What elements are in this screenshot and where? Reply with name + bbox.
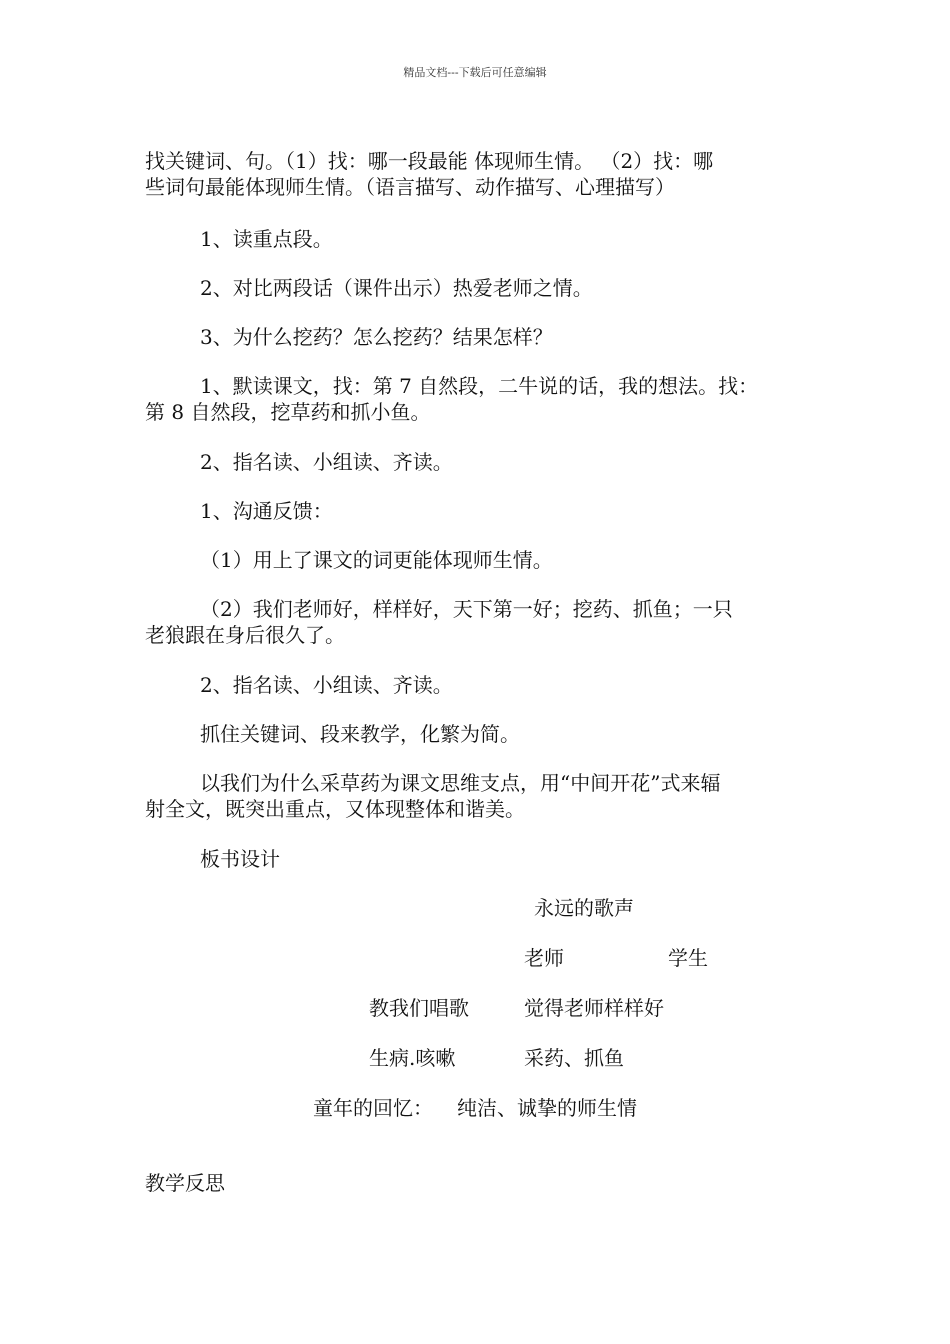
paragraph-silent-read bbox=[145, 373, 810, 425]
reflection-heading: 教学反思 bbox=[145, 1171, 225, 1195]
paragraph-line: 老狼跟在身后很久了。 bbox=[145, 623, 345, 647]
item-why-dig: 3、为什么挖药？怎么挖药？结果怎样？ bbox=[200, 325, 553, 349]
board-summary-label: 童年的回忆： bbox=[313, 1096, 433, 1120]
board-row1-right: 觉得老师样样好 bbox=[524, 996, 664, 1020]
item-grasp: 抓住关键词、段来教学，化繁为简。 bbox=[200, 722, 520, 746]
board-row2-right: 采药、抓鱼 bbox=[524, 1046, 624, 1070]
board-summary-value: 纯洁、诚挚的师生情 bbox=[457, 1096, 637, 1120]
paragraph-line: 找关键词、句。（1）找：哪一段最能 体现师生情。 （2）找：哪 bbox=[145, 149, 714, 173]
item-named-read-2: 2、指名读、小组读、齐读。 bbox=[200, 673, 453, 697]
paragraph-line: 射全文，既突出重点，又体现整体和谐美。 bbox=[145, 797, 525, 821]
item-feedback: 1、沟通反馈： bbox=[200, 499, 333, 523]
paragraph-line: 些词句最能体现师生情。（语言描写、动作描写、心理描写） bbox=[145, 175, 675, 199]
paragraph-line: 以我们为什么采草药为课文思维支点，用“中间开花”式来辐 bbox=[200, 771, 721, 795]
item-feedback-1: （1）用上了课文的词更能体现师生情。 bbox=[200, 548, 553, 572]
board-col-student: 学生 bbox=[668, 946, 708, 970]
item-named-read: 2、指名读、小组读、齐读。 bbox=[200, 450, 453, 474]
paragraph-keywords bbox=[145, 148, 810, 200]
paragraph-line: （2）我们老师好，样样好，天下第一好；挖药、抓鱼；一只 bbox=[200, 597, 733, 621]
paragraph-feedback-2 bbox=[145, 596, 810, 648]
paragraph-line: 1、默读课文，找：第 7 自然段，二牛说的话，我的想法。找： bbox=[200, 374, 759, 398]
page-header: 精品文档---下载后可任意编辑 bbox=[403, 66, 547, 79]
board-col-teacher: 老师 bbox=[524, 946, 564, 970]
item-compare: 2、对比两段话（课件出示）热爱老师之情。 bbox=[200, 276, 593, 300]
board-title: 永远的歌声 bbox=[534, 896, 634, 920]
paragraph-idea bbox=[145, 770, 810, 822]
paragraph-line: 第 8 自然段，挖草药和抓小鱼。 bbox=[145, 400, 431, 424]
item-read-key: 1、读重点段。 bbox=[200, 227, 333, 251]
board-design-heading: 板书设计 bbox=[200, 847, 280, 871]
board-row1-left: 教我们唱歌 bbox=[369, 996, 469, 1020]
board-row2-left: 生病.咳嗽 bbox=[369, 1046, 456, 1070]
